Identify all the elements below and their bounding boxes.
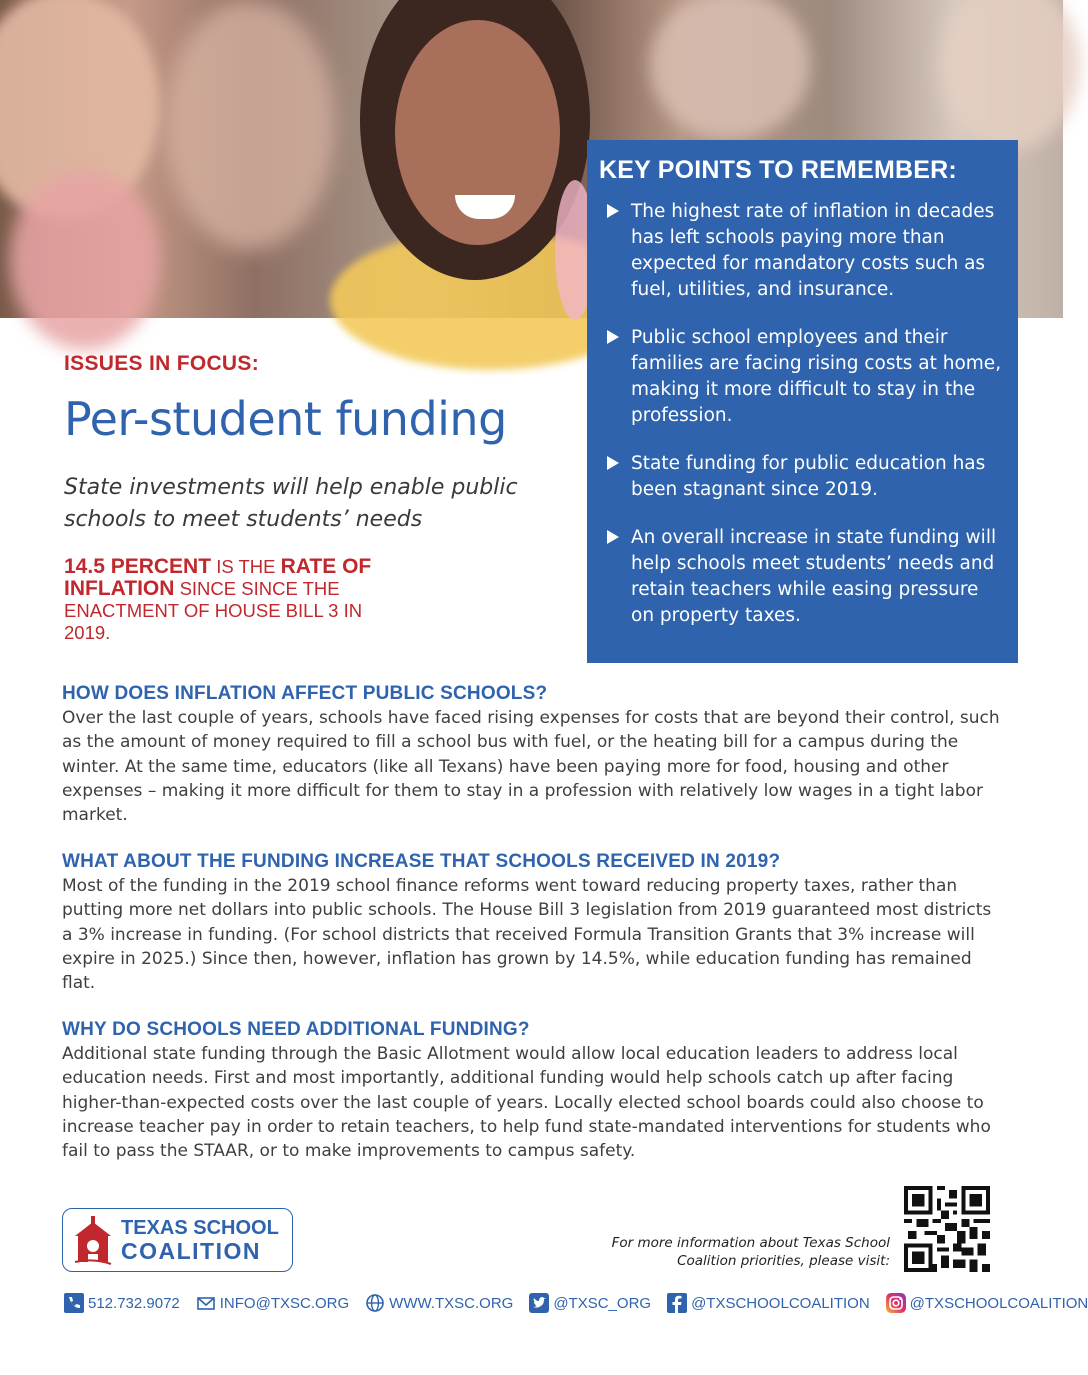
page-subtitle: State investments will help enable public schools to meet students’ needs: [64, 475, 518, 532]
email-address: INFO@TXSC.ORG: [219, 1294, 350, 1312]
more-info-text: For more information about Texas School Coalition priorities, please visit:: [611, 1235, 890, 1269]
phone-number: 512.732.9072: [88, 1294, 180, 1312]
triangle-bullet-icon: [607, 456, 619, 470]
section-funding-increase: [62, 850, 1002, 995]
issues-in-focus-label: ISSUES IN FOCUS:: [64, 352, 259, 375]
schoolhouse-icon: [73, 1214, 113, 1266]
texas-school-coalition-logo[interactable]: [62, 1208, 293, 1272]
website-url: WWW.TXSC.ORG: [389, 1294, 514, 1312]
twitter-icon: [529, 1293, 549, 1313]
page-title: Per-student funding: [64, 392, 507, 446]
facebook-contact[interactable]: [667, 1293, 870, 1313]
twitter-contact[interactable]: [529, 1293, 651, 1313]
facebook-handle: @TXSCHOOLCOALITION: [691, 1294, 870, 1312]
stat-text: SINCE SINCE THE ENACTMENT OF HOUSE BILL 3 IN 2019.: [64, 578, 363, 643]
key-point-item: [599, 325, 1004, 429]
section-body: Additional state funding through the Basic Allotment would allow local education leaders to address local education needs. First and most importantly, additional funding would help schools catch up after facing higher-than-expected costs over the last couple of years. Locally elected school boards could also choose to increase teacher pay in order to retain teachers, to help fund state-mandated interventions for students who fail to pass the STAAR, or to make improvements to campus safety.: [62, 1044, 991, 1162]
key-point-item: [599, 525, 1004, 629]
phone-icon: [64, 1293, 84, 1313]
stat-bold-rate: RATE OF INFLATION: [64, 555, 372, 600]
qr-code-icon[interactable]: [904, 1186, 990, 1272]
phone-contact[interactable]: [64, 1293, 180, 1313]
key-point-item: [599, 199, 1004, 303]
key-point-text: An overall increase in state funding will help schools meet students’ needs and retain teachers while easing pressure on property taxes.: [631, 527, 997, 626]
globe-icon: [365, 1293, 385, 1313]
key-point-text: The highest rate of inflation in decades has left schools paying more than expected for mandatory costs such as fuel, utilities, and insurance.: [631, 201, 995, 300]
section-heading: WHY DO SCHOOLS NEED ADDITIONAL FUNDING?: [62, 1019, 530, 1040]
section-inflation: [62, 682, 1002, 827]
key-points-heading: KEY POINTS TO REMEMBER:: [599, 156, 957, 184]
instagram-icon: [886, 1293, 906, 1313]
contact-bar: [64, 1290, 1088, 1316]
section-heading: HOW DOES INFLATION AFFECT PUBLIC SCHOOLS?: [62, 683, 548, 704]
email-contact[interactable]: [196, 1293, 349, 1313]
section-additional-funding: [62, 1018, 1002, 1163]
key-points-box: [587, 140, 1018, 663]
section-body: Most of the funding in the 2019 school finance reforms went toward reducing property taxes, rather than putting more net dollars into public schools. The House Bill 3 legislation from 2019 guaranteed most districts a 3% increase in funding. (For school districts that received Formula Transition Grants that 3% increase will expire in 2025.) Since then, however, inflation has grown by 14.5%, while education funding has remained flat.: [62, 876, 992, 994]
mail-icon: [196, 1293, 216, 1313]
twitter-handle: @TXSC_ORG: [553, 1294, 652, 1312]
facebook-icon: [667, 1293, 687, 1313]
key-points-list: [599, 199, 1004, 629]
logo-line-1: TEXAS SCHOOL: [121, 1217, 279, 1239]
instagram-contact[interactable]: [886, 1293, 1088, 1313]
inflation-stat-callout: [64, 556, 404, 644]
key-point-text: State funding for public education has been stagnant since 2019.: [631, 453, 986, 500]
triangle-bullet-icon: [607, 530, 619, 544]
key-point-text: Public school employees and their families are facing rising costs at home, making it more difficult to stay in the profession.: [631, 327, 1002, 426]
stat-bold-percent: 14.5 PERCENT: [64, 555, 212, 578]
section-heading: WHAT ABOUT THE FUNDING INCREASE THAT SCHOOLS RECEIVED IN 2019?: [62, 851, 781, 872]
website-contact[interactable]: [365, 1293, 513, 1313]
stat-text: IS THE: [211, 556, 281, 577]
logo-line-2: COALITION: [121, 1238, 261, 1264]
triangle-bullet-icon: [607, 204, 619, 218]
instagram-handle: @TXSCHOOLCOALITION: [909, 1294, 1088, 1312]
key-point-item: [599, 451, 1004, 503]
section-body: Over the last couple of years, schools have faced rising expenses for costs that are beyond their control, such as the amount of money required to fill a school bus with fuel, or the heating bill for a campus during the winter. At the same time, educators (like all Texans) have been paying more for food, housing and other expenses – making it more difficult for them to stay in a profession with relatively low wages in a tight labor market.: [62, 708, 1000, 826]
triangle-bullet-icon: [607, 330, 619, 344]
